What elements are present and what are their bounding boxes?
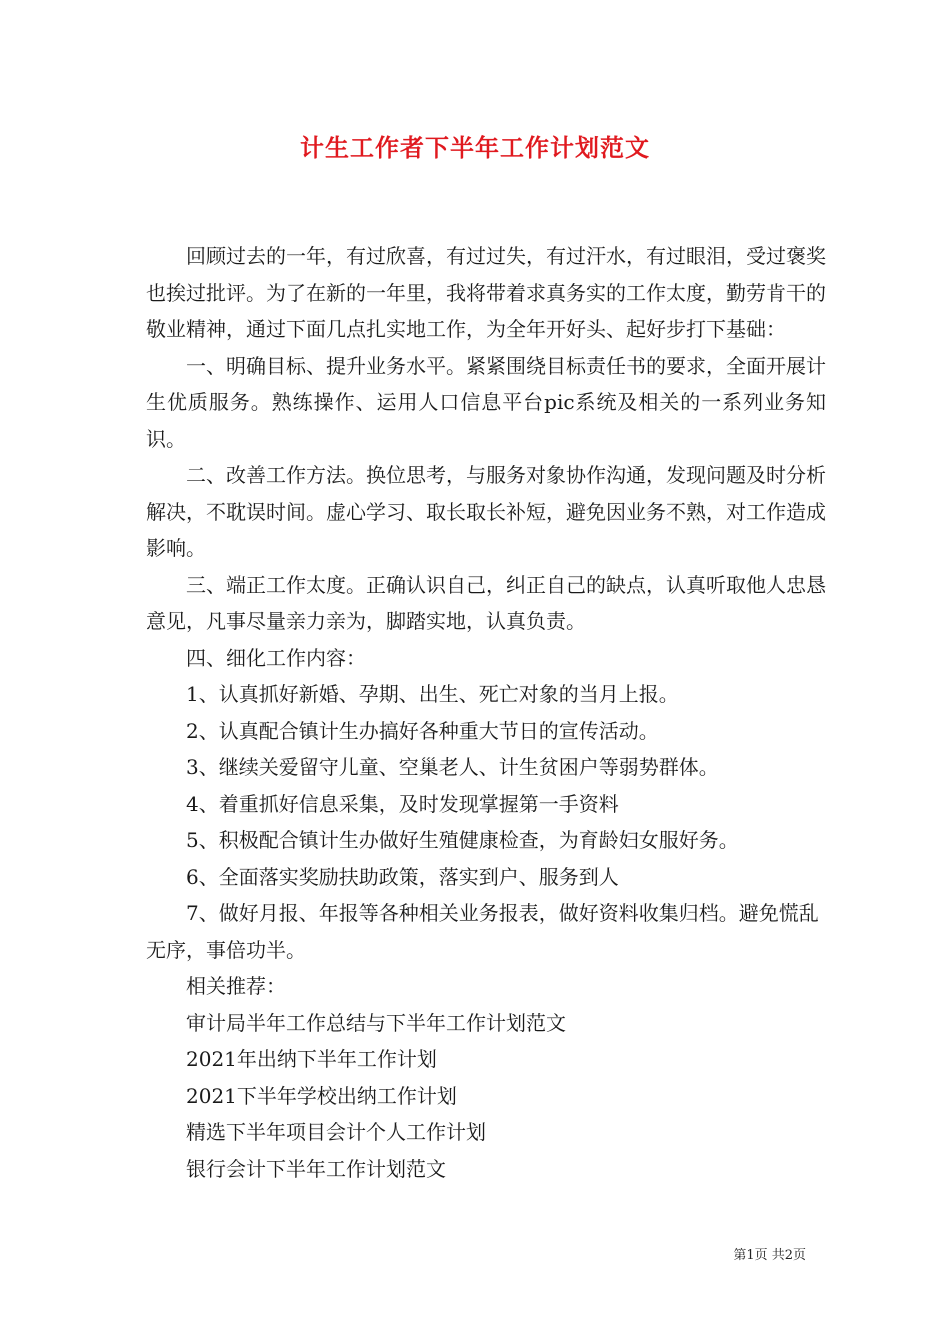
list-item: 6、全面落实奖励扶助政策，落实到户、服务到人	[186, 864, 619, 889]
section-one-paragraph: 一、明确目标、提升业务水平。紧紧围绕目标责任书的要求，全面开展计生优质服务。熟练操作、运用人口信息平台pic系统及相关的一系列业务知识。	[146, 353, 826, 451]
document-body	[146, 238, 826, 1187]
related-link[interactable]: 2021年出纳下半年工作计划	[186, 1047, 437, 1071]
list-item-seven: 7、做好月报、年报等各种相关业务报表，做好资料收集归档。避免慌乱无序，事倍功半。	[146, 901, 819, 962]
document-title: 计生工作者下半年工作计划范文	[300, 134, 650, 162]
page-number: 第1页 共2页	[733, 1248, 806, 1263]
related-link[interactable]: 2021下半年学校出纳工作计划	[186, 1083, 457, 1108]
list-item: 5、积极配合镇计生办做好生殖健康检查，为育龄妇女服好务。	[186, 828, 739, 852]
related-link[interactable]: 审计局半年工作总结与下半年工作计划范文	[186, 1010, 566, 1035]
section-four-heading: 四、细化工作内容：	[186, 645, 366, 670]
list-item: 3、继续关爱留守儿童、空巢老人、计生贫困户等弱势群体。	[186, 755, 719, 779]
related-link[interactable]: 银行会计下半年工作计划范文	[186, 1156, 446, 1181]
list-item: 4、着重抓好信息采集，及时发现掌握第一手资料	[186, 791, 619, 816]
section-two-paragraph: 二、改善工作方法。换位思考，与服务对象协作沟通，发现问题及时分析解决，不耽误时间。虚心学习、取长取长补短，避免因业务不熟，对工作造成影响。	[146, 463, 826, 560]
list-item: 2、认真配合镇计生办搞好各种重大节日的宣传活动。	[186, 718, 659, 743]
intro-paragraph: 回顾过去的一年，有过欣喜，有过过失，有过汗水，有过眼泪，受过褒奖也挨过批评。为了在新的一年里，我将带着求真务实的工作太度，勤劳肯干的敬业精神，通过下面几点扎实地工作，为全年开好头、起好步打下基础：	[146, 244, 826, 341]
list-item: 1、认真抓好新婚、孕期、出生、死亡对象的当月上报。	[186, 682, 679, 706]
section-three-paragraph: 三、端正工作太度。正确认识自己，纠正自己的缺点，认真听取他人忠恳意见，凡事尽量亲力亲为，脚踏实地，认真负责。	[146, 572, 826, 633]
related-heading: 相关推荐：	[186, 974, 286, 998]
related-link[interactable]: 精选下半年项目会计个人工作计划	[186, 1120, 486, 1144]
